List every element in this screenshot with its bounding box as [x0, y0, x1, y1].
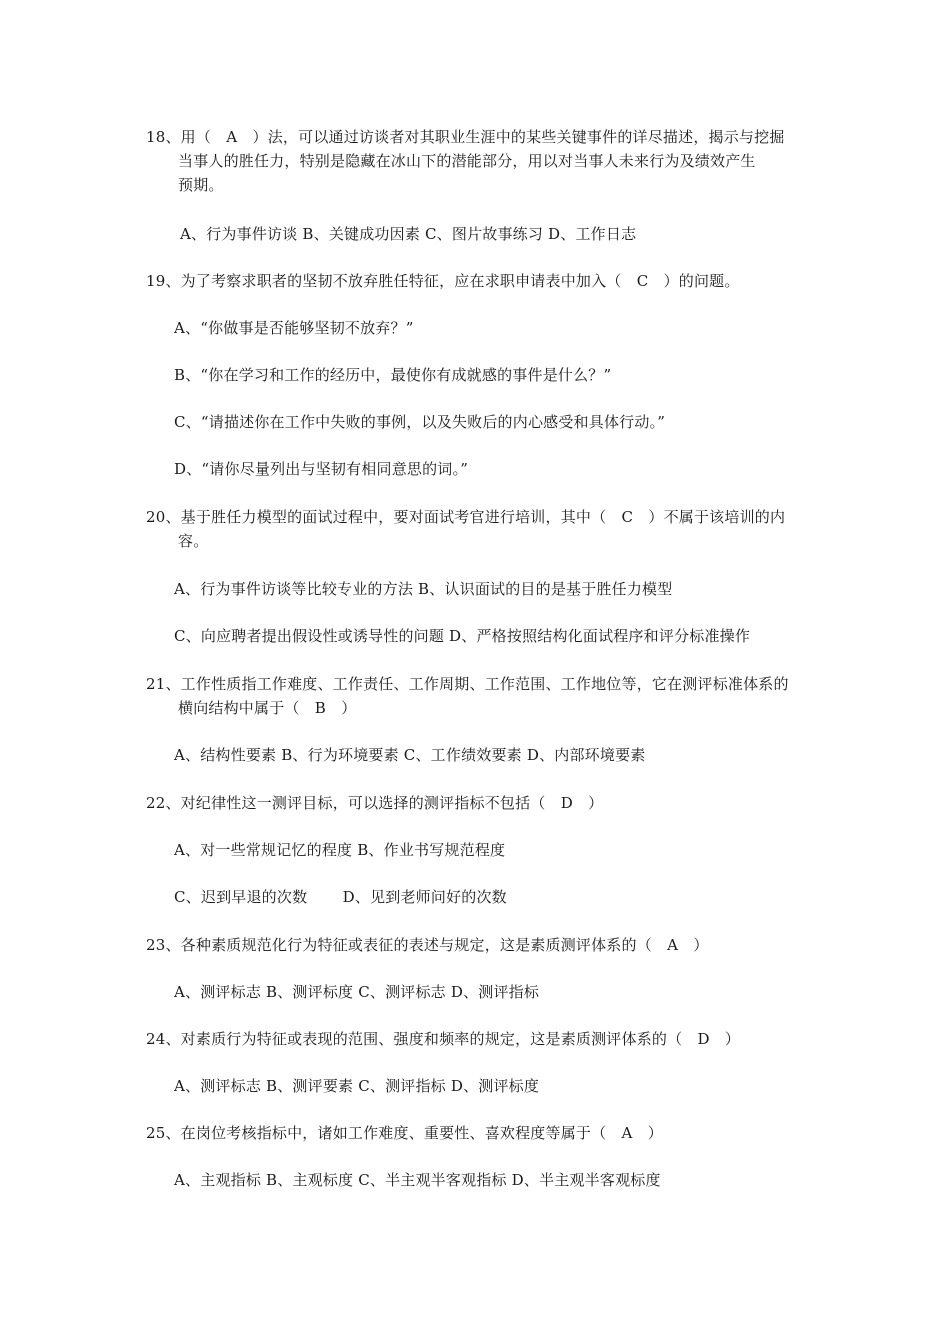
q23-stem: 23、各种素质规范化行为特征或表征的表述与规定，这是素质测评体系的（ A ） — [146, 936, 709, 954]
q19-option-c: C、“请描述你在工作中失败的事例，以及失败后的内心感受和具体行动。” — [174, 413, 666, 431]
q19-option-a: A、“你做事是否能够坚韧不放弃？” — [174, 319, 414, 337]
q21-stem-line-1: 21、工作性质指工作难度、工作责任、工作周期、工作范围、工作地位等，它在测评标准体系的 — [146, 675, 789, 693]
q22-stem: 22、对纪律性这一测评目标，可以选择的测评指标不包括（ D ） — [146, 794, 604, 812]
q23-options: A、测评标志 B、测评标度 C、测评标志 D、测评指标 — [174, 983, 540, 1001]
q18-stem-line-3: 预期。 — [178, 176, 224, 194]
q18-stem-line-2: 当事人的胜任力，特别是隐藏在冰山下的潜能部分，用以对当事人未来行为及绩效产生 — [178, 152, 756, 170]
q24-options: A、测评标志 B、测评要素 C、测评指标 D、测评标度 — [174, 1077, 540, 1095]
q21-options: A、结构性要素 B、行为环境要素 C、工作绩效要素 D、内部环境要素 — [174, 746, 646, 764]
q22-options-cd: C、迟到早退的次数 D、见到老师问好的次数 — [174, 888, 507, 906]
q19-option-b: B、“你在学习和工作的经历中，最使你有成就感的事件是什么？” — [174, 366, 612, 384]
q19-stem: 19、为了考察求职者的坚韧不放弃胜任特征，应在求职申请表中加入（ C ）的问题。 — [146, 272, 740, 290]
q22-options-ab: A、对一些常规记忆的程度 B、作业书写规范程度 — [174, 841, 506, 859]
q18-stem-line-1: 18、用（ A ）法，可以通过访谈者对其职业生涯中的某些关键事件的详尽描述，揭示与挖掘 — [146, 128, 785, 146]
q20-stem-line-2: 容。 — [178, 532, 209, 550]
q18-options: A、行为事件访谈 B、关键成功因素 C、图片故事练习 D、工作日志 — [180, 225, 637, 243]
q24-stem: 24、对素质行为特征或表现的范围、强度和频率的规定，这是素质测评体系的（ D ） — [146, 1030, 741, 1048]
q19-option-d: D、“请你尽量列出与坚韧有相同意思的词。” — [174, 460, 469, 478]
q20-options-ab: A、行为事件访谈等比较专业的方法 B、认识面试的目的是基于胜任力模型 — [174, 580, 673, 598]
q25-stem: 25、在岗位考核指标中，诸如工作难度、重要性、喜欢程度等属于（ A ） — [146, 1124, 663, 1142]
q20-stem-line-1: 20、基于胜任力模型的面试过程中，要对面试考官进行培训，其中（ C ）不属于该培训的内 — [146, 508, 786, 526]
q20-options-cd: C、向应聘者提出假设性或诱导性的问题 D、严格按照结构化面试程序和评分标准操作 — [174, 627, 751, 645]
q25-options: A、主观指标 B、主观标度 C、半主观半客观指标 D、半主观半客观标度 — [174, 1171, 661, 1189]
q21-stem-line-2: 横向结构中属于（ B ） — [178, 699, 357, 717]
